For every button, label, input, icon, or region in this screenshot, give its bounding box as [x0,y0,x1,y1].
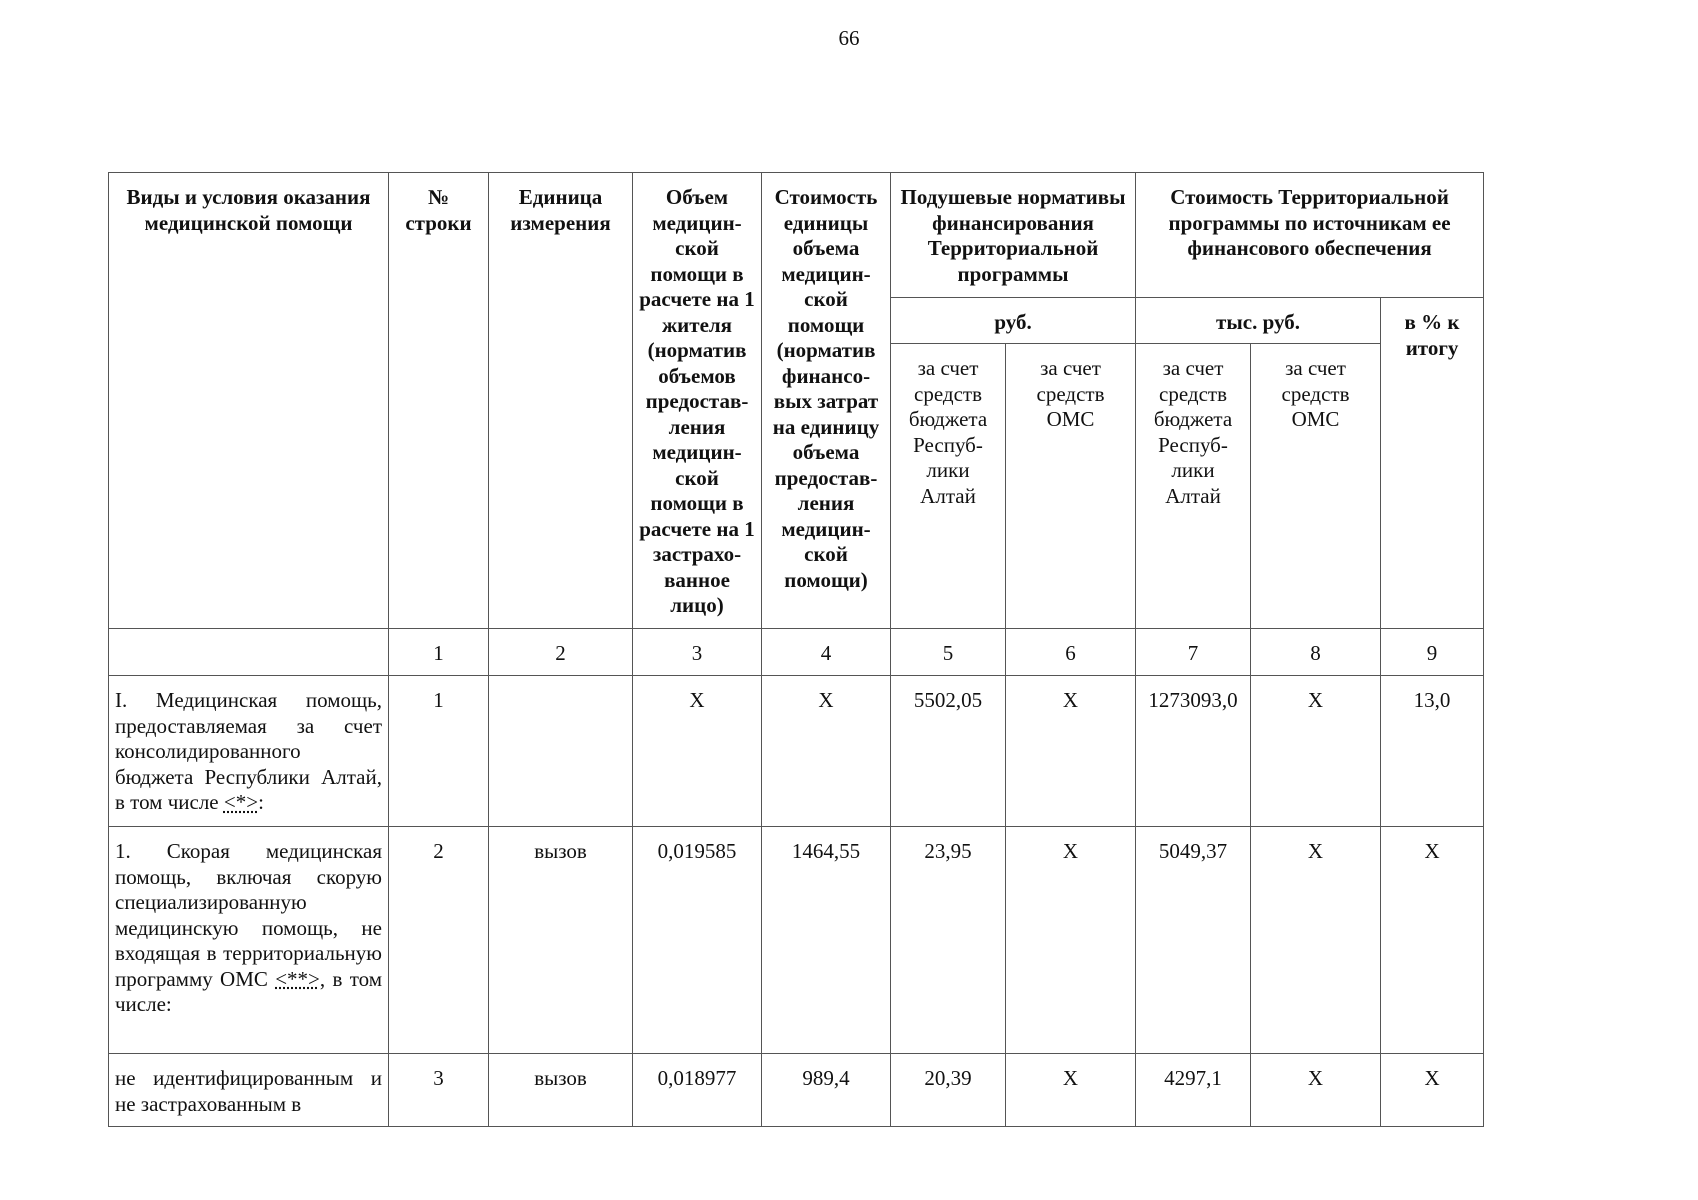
header-rub: руб. [891,298,1136,344]
cell: 23,95 [891,827,1006,1054]
col-number [109,629,389,676]
cell: 2 [389,827,489,1054]
footnote-link[interactable]: <*> [223,790,259,814]
column-numbers-row [109,629,1484,676]
header-budget-rub: за счет средств бюджета Респуб-лики Алтай [891,344,1006,629]
header-percent: в % к итогу [1381,298,1484,629]
col-number: 7 [1136,629,1251,676]
cell: X [1251,676,1381,827]
col-number: 2 [489,629,633,676]
header-program-cost: Стоимость Территориальной программы по источникам ее финансового обеспечения [1136,173,1484,298]
cell: 0,018977 [633,1054,762,1127]
financing-table [108,172,1484,1127]
cell: 3 [389,1054,489,1127]
cell: 989,4 [762,1054,891,1127]
cell: 1464,55 [762,827,891,1054]
cell: 5502,05 [891,676,1006,827]
row-label: не идентифицированным и не застрахованным в [109,1054,389,1127]
row-label: 1. Скорая медицинская помощь, включая скорую специализированную медицинскую помощь, не входящая в территориальную программу ОМС <**>, в том числе: [109,827,389,1054]
footnote-link[interactable]: <**> [275,966,320,991]
cell: X [1006,827,1136,1054]
cell: X [1251,827,1381,1054]
header-type: Виды и условия оказания медицинской помощи [109,173,389,629]
col-number: 6 [1006,629,1136,676]
header-row-number: № строки [389,173,489,629]
cell: X [1251,1054,1381,1127]
table-row [109,1054,1484,1127]
header-oms-rub: за счет средств ОМС [1006,344,1136,629]
header-unit: Единица измерения [489,173,633,629]
header-oms-thous: за счет средств ОМС [1251,344,1381,629]
cell: 13,0 [1381,676,1484,827]
row-label: I. Медицинская помощь, предоставляемая за счет консолидированного бюджета Республики Алтай, в том числе <*>: [109,676,389,827]
header-budget-thous: за счет средств бюджета Респуб-лики Алтай [1136,344,1251,629]
header-thous-rub: тыс. руб. [1136,298,1381,344]
cell: вызов [489,1054,633,1127]
col-number: 5 [891,629,1006,676]
col-number: 4 [762,629,891,676]
cell: X [1006,676,1136,827]
cell: 4297,1 [1136,1054,1251,1127]
col-number: 9 [1381,629,1484,676]
col-number: 3 [633,629,762,676]
cell: 0,019585 [633,827,762,1054]
cell [489,676,633,827]
header-volume: Объем медицин-ской помощи в расчете на 1 жителя (норматив объемов предостав-ления медицин-ской помощи в расчете на 1 застрахо-ванное лицо) [633,173,762,629]
col-number: 1 [389,629,489,676]
cell: 1273093,0 [1136,676,1251,827]
table-row [109,827,1484,1054]
cell: X [1381,1054,1484,1127]
cell: 1 [389,676,489,827]
col-number: 8 [1251,629,1381,676]
page-number: 66 [838,26,860,50]
cell: X [1381,827,1484,1054]
cell: 5049,37 [1136,827,1251,1054]
header-unit-cost: Стоимость единицы объема медицин-ской помощи (норматив финансо-вых затрат на единицу объема предостав-ления медицин-ской помощи) [762,173,891,629]
cell: X [1006,1054,1136,1127]
cell: 20,39 [891,1054,1006,1127]
cell: вызов [489,827,633,1054]
cell: X [633,676,762,827]
header-per-capita: Подушевые нормативы финансирования Территориальной программы [891,173,1136,298]
table-row [109,676,1484,827]
cell: X [762,676,891,827]
